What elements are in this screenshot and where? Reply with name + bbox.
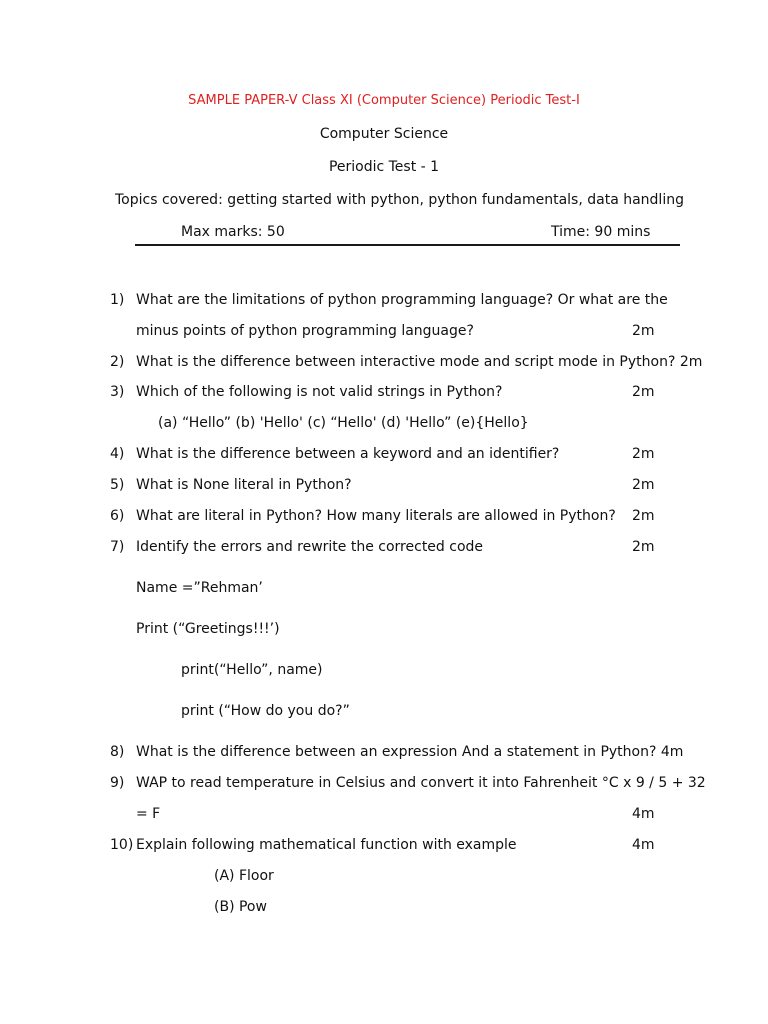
max-marks: Max marks: 50 bbox=[181, 224, 285, 240]
question-text: What is the difference between an expression And a statement in Python? 4m bbox=[136, 744, 684, 760]
question-number: 9) bbox=[110, 775, 125, 791]
question-number: 1) bbox=[110, 292, 125, 308]
code-line: Print (“Greetings!!!’) bbox=[136, 621, 280, 637]
header-divider bbox=[135, 244, 680, 246]
question-number: 2) bbox=[110, 354, 125, 370]
question-text: Explain following mathematical function with example bbox=[136, 837, 517, 853]
test-heading: Periodic Test - 1 bbox=[328, 159, 440, 175]
code-line: Name =”Rehman’ bbox=[136, 580, 263, 596]
subject-heading: Computer Science bbox=[319, 126, 449, 142]
question-text: What are the limitations of python programming language? Or what are the bbox=[136, 292, 668, 308]
topics-covered: Topics covered: getting started with python, python fundamentals, data handling bbox=[115, 192, 684, 208]
paper-title: SAMPLE PAPER-V Class XI (Computer Science) Periodic Test-I bbox=[188, 93, 580, 108]
sub-question: (A) Floor bbox=[214, 868, 274, 884]
question-marks: 2m bbox=[632, 508, 655, 524]
question-text-cont: = F bbox=[136, 806, 161, 822]
question-options: (a) “Hello” (b) 'Hello' (c) “Hello' (d) 'Hello” (e){Hello} bbox=[158, 415, 529, 431]
sub-question: (B) Pow bbox=[214, 899, 267, 915]
question-marks: 2m bbox=[632, 539, 655, 555]
code-line: print(“Hello”, name) bbox=[181, 662, 323, 678]
question-text: What is None literal in Python? bbox=[136, 477, 352, 493]
time-allowed: Time: 90 mins bbox=[551, 224, 651, 240]
question-text: What is the difference between interactive mode and script mode in Python? 2m bbox=[136, 354, 703, 370]
question-marks: 4m bbox=[632, 806, 655, 822]
code-line: print (“How do you do?” bbox=[181, 703, 350, 719]
question-number: 7) bbox=[110, 539, 125, 555]
question-number: 10) bbox=[110, 837, 134, 853]
question-text-cont: minus points of python programming language? bbox=[136, 323, 474, 339]
question-text: Which of the following is not valid strings in Python? bbox=[136, 384, 503, 400]
question-text: Identify the errors and rewrite the corrected code bbox=[136, 539, 484, 555]
question-number: 6) bbox=[110, 508, 125, 524]
question-number: 3) bbox=[110, 384, 125, 400]
question-text: What is the difference between a keyword and an identifier? bbox=[136, 446, 560, 462]
question-text: What are literal in Python? How many literals are allowed in Python? bbox=[136, 508, 616, 524]
question-marks: 2m bbox=[632, 477, 655, 493]
question-marks: 2m bbox=[632, 384, 655, 400]
question-marks: 4m bbox=[632, 837, 655, 853]
question-marks: 2m bbox=[632, 323, 655, 339]
question-number: 4) bbox=[110, 446, 125, 462]
question-text: WAP to read temperature in Celsius and convert it into Fahrenheit °C x 9 / 5 + 32 bbox=[136, 775, 706, 791]
question-number: 8) bbox=[110, 744, 125, 760]
question-marks: 2m bbox=[632, 446, 655, 462]
question-number: 5) bbox=[110, 477, 125, 493]
